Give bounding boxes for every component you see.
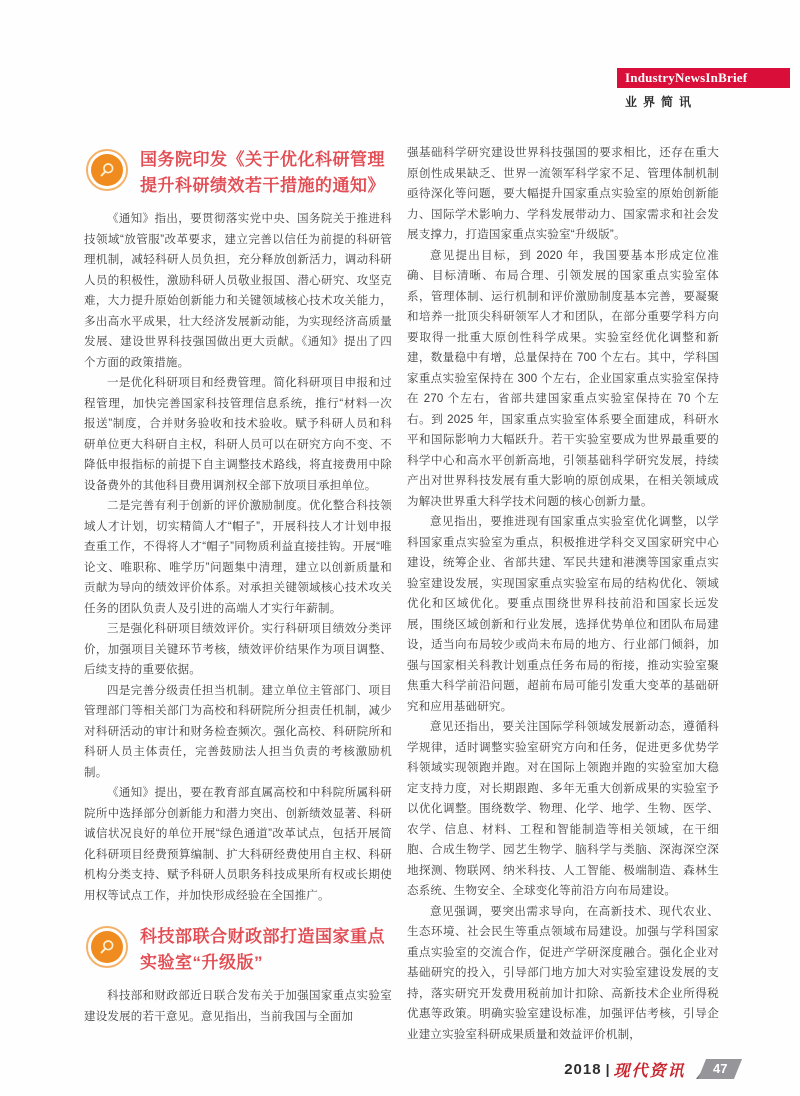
body-paragraph: 《通知》指出，要贯彻落实党中央、国务院关于推进科技领域“放管服”改革要求，建立完善以信任为前提的科研管理机制，减轻科研人员负担，充分释放创新活力，调动科研人员的积极性，激励科研人员敬业报国、潜心研究、攻坚克难，大力提升原始创新能力和关键领域核心技术攻关能力，多出高水平成果，壮大经济发展新动能，为实现经济高质量发展、建设世界科技强国做出更大贡献。《通知》提出了四个方面的政策措施。 <box>84 213 392 369</box>
body-paragraph: 意见提出目标，到 2020 年，我国要基本形成定位准确、目标清晰、布局合理、引领发展的国家重点实验室体系，管理体制、运行机制和评价激励制度基本完善，要凝聚和培养一批顶尖科研领军人才和团队，在部分重要学科方向要取得一批重大原创性科学成果。实验室经优化调整和新建，数量稳中有增，总量保持在 700 个左右。其中，学科国家重点实验室保持在 300 个左右，企业国家重点实验室保持在 270 个左右，省部共建国家重点实验室保持在 70 个左右。到 2025 年，国家重点实验室体系要全面建成，科研水平和国际影响力大幅跃升。若干实验室要成为世界最重要的科学中心和高水平创新高地，引领基础科学研究发展，持续产出对世界科技发展有重大影响的原创成果，在相关领域成为解决世界重大科学技术问题的核心创新力量。 <box>407 249 719 508</box>
body-paragraph: 强基础科学研究建设世界科技强国的要求相比，还存在重大原创性成果缺乏、世界一流领军科学家不足、管理体制机制亟待深化等问题，要大幅提升国家重点实验室的原始创新能力、国际学术影响力、学科发展带动力、国家需求和社会发展支撑力，打造国家重点实验室“升级版”。 <box>407 147 719 241</box>
section-banner-en: IndustryNewsInBrief <box>617 68 790 88</box>
page-number-flag <box>696 1059 738 1079</box>
magnifier-icon <box>86 926 128 968</box>
magnifier-icon-circle <box>91 154 123 186</box>
body-paragraph: 意见强调，要突出需求导向，在高新技术、现代农业、生态环境、社会民生等重点领域布局建设。加强与学科国家重点实验室的交流合作，促进产学研深度融合。强化企业对基础研究的投入，引导部门地方加大对实验室建设发展的支持，落实研究开发费用税前加计扣除、高新技术企业所得税优惠等政策。明确实验室建设标准，加强评估考核，引导企业建立实验室科研成果质量和效益评价机制， <box>407 905 719 1041</box>
body-paragraph: 四是完善分级责任担当机制。建立单位主管部门、项目管理部门等相关部门为高校和科研院所分担责任机制，减少对科研活动的审计和财务检查频次。强化高校、科研院所和科研人员主体责任，完善鼓励法人担当负责的考核激励机制。 <box>84 684 392 779</box>
page-number: 47 <box>712 1061 727 1076</box>
body-paragraph: 《通知》提出，要在教育部直属高校和中科院所属科研院所中选择部分创新能力和潜力突出、创新绩效显著、科研诚信状况良好的单位开展“绿色通道”改革试点，包括开展简化科研项目经费预算编制、扩大科研经费使用自主权、科研机构分类支持、赋予科研人员职务科技成果所有权或长期使用权等试点工作，并加快形成经验在全国推广。 <box>84 787 392 902</box>
article1-title: 国务院印发《关于优化科研管理提升科研绩效若干措施的通知》 <box>140 150 385 195</box>
left-column <box>84 143 392 1027</box>
section-banner-cn: 业界简讯 <box>625 95 698 109</box>
right-column <box>407 143 719 1045</box>
body-paragraph: 意见指出，要推进现有国家重点实验室优化调整，以学科国家重点实验室为重点，积极推进学科交叉国家研究中心建设，统筹企业、省部共建、军民共建和港澳等国家重点实验室建设发展，实现国家重点实验室布局的结构优化、领域优化和区域优化。要重点围绕世界科技前沿和国家长远发展，围绕区域创新和行业发展，选择优势单位和团队布局建设，适当向布局较少或尚未布局的地方、行业部门倾斜，加强与国家相关科教计划重点任务布局的衔接，推动实验室聚焦重大科学前沿问题，超前布局可能引发重大变革的基础研究和应用基础研究。 <box>407 516 719 713</box>
body-paragraph: 一是优化科研项目和经费管理。简化科研项目申报和过程管理，加快完善国家科技管理信息系统，推行“材料一次报送”制度，合并财务验收和技术验收。赋予科研人员和科研单位更大科研自主权，科研人员可以在研究方向不变、不降低申报指标的前提下自主调整技术路线，将直接费用中除设备费外的其他科目费用调剂权全部下放项目承担单位。 <box>84 377 392 492</box>
article2-title-block <box>84 924 392 976</box>
body-paragraph: 科技部和财政部近日联合发布关于加强国家重点实验室建设发展的若干意见。意见指出，当前我国与全面加 <box>84 990 392 1023</box>
magazine-logo: 现代资讯 <box>613 1060 686 1080</box>
footer-divider: | <box>605 1061 610 1077</box>
body-paragraph: 二是完善有利于创新的评价激励制度。优化整合科技领域人才计划，切实精简人才“帽子”，开展科技人才计划申报查重工作，不得将人才“帽子”同物质利益直接挂钩。开展“唯论文、唯职称、唯学历”问题集中清理，建立以创新质量和贡献为导向的绩效评价体系。对承担关键领域核心技术攻关任务的团队负责人及引进的高端人才实行年薪制。 <box>84 500 392 615</box>
article2-title: 科技部联合财政部打造国家重点实验室“升级版” <box>140 927 385 972</box>
body-paragraph: 意见还指出，要关注国际学科领域发展新动态，遵循科学规律，适时调整实验室研究方向和任务，促进更多优势学科领域实现领跑并跑。对在国际上领跑并跑的实验室加大稳定支持力度，对长期跟跑、多年无重大创新成果的实验室予以优化调整。围绕数学、物理、化学、地学、生物、医学、农学、信息、材料、工程和智能制造等相关领域，在干细胞、合成生物学、园艺生物学、脑科学与类脑、深海深空深地探测、物联网、纳米科技、人工智能、极端制造、森林生态系统、生物安全、全球变化等前沿方向布局建设。 <box>407 721 719 897</box>
footer-year: 2018 <box>564 1060 602 1078</box>
magnifier-icon <box>86 149 128 191</box>
body-paragraph: 三是强化科研项目绩效评价。实行科研项目绩效分类评价，加强项目关键环节考核，绩效评价结果作为项目调整、后续支持的重要依据。 <box>84 623 392 676</box>
article1-title-block <box>84 147 392 199</box>
page-number-badge <box>697 1059 742 1079</box>
magnifier-icon-circle <box>91 931 123 963</box>
section-header <box>617 68 790 110</box>
page-footer <box>564 1058 738 1080</box>
